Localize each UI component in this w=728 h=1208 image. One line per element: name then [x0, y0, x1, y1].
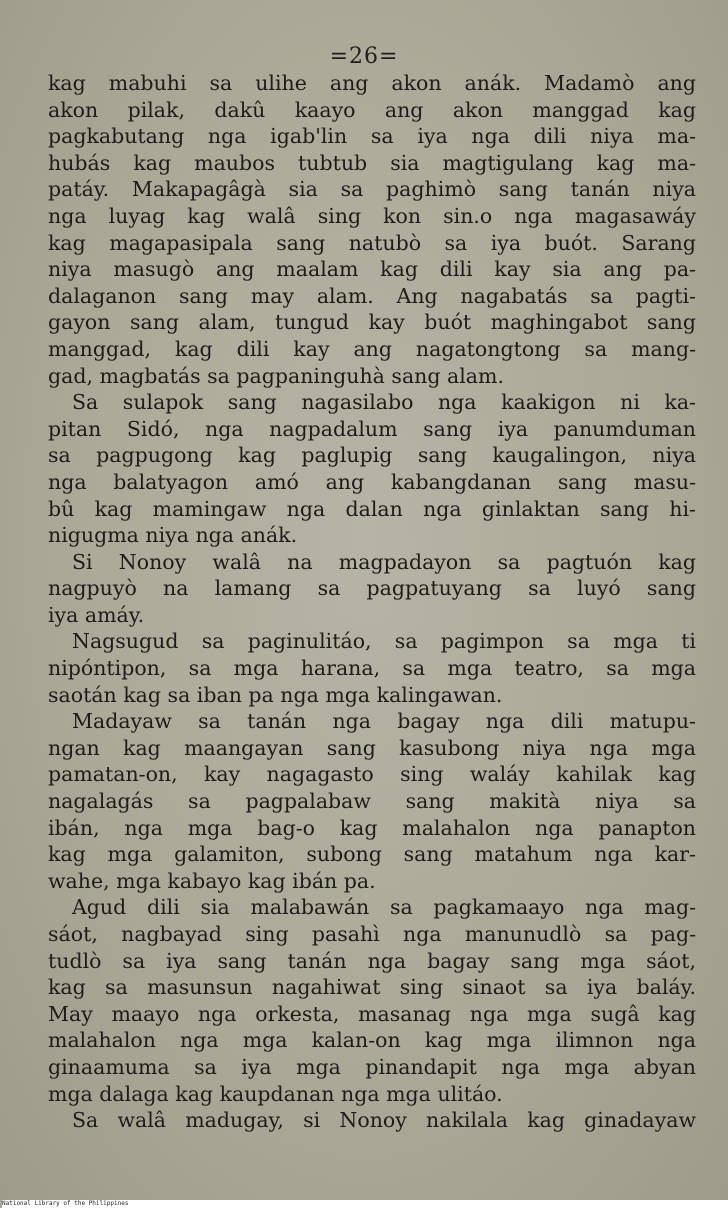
footer-credit: National Library of the Philippines — [2, 1200, 728, 1208]
text-line: kag magapasipala sang natubò sa iya buót. Sarang — [48, 230, 696, 255]
text-line: Si Nonoy walâ na magpadayon sa pagtuón kag — [72, 549, 696, 574]
text-line: patáy. Makapagâgà sia sa paghimò sang tanán niya — [48, 177, 696, 202]
text-line: nga balatyagon amó ang kabangdanan sang masu- — [48, 469, 696, 494]
text-line: manggad, kag dili kay ang nagatongtong sa mang- — [48, 336, 696, 361]
text-line: kag sa masunsun nagahiwat sing sinaot sa iya baláy. — [48, 975, 696, 1000]
text-line: nga luyag kag walâ sing kon sin.o nga magasawáy — [48, 203, 696, 228]
text-line: Sa walâ madugay, si Nonoy nakilala kag ginadayaw — [72, 1108, 696, 1133]
text-line: malahalon nga mga kalan-on kag mga ilimnon nga — [48, 1028, 696, 1053]
page-number: =26= — [329, 44, 399, 69]
text-line: nagalagás sa pagpalabaw sang makità niya sa — [48, 789, 696, 814]
text-line: gad, magbatás sa pagpaninguhà sang alam. — [48, 363, 504, 388]
text-line: pagkabutang nga igab'lin sa iya nga dili niya ma- — [48, 124, 696, 149]
text-line: kag mabuhi sa ulihe ang akon anák. Madamò ang — [48, 71, 696, 95]
text-line: sa pagpugong kag paglupig sang kaugalingon, niya — [48, 443, 696, 468]
text-line: pitan Sidó, nga nagpadalum sang iya panumduman — [48, 416, 696, 441]
text-line: niya masugò ang maalam kag dili kay sia ang pa- — [48, 257, 696, 282]
text-line: gayon sang alam, tungud kay buót maghingabot sang — [48, 310, 696, 335]
text-line: tudlò sa iya sang tanán nga bagay sang mga sáot, — [48, 948, 696, 973]
text-line: dalaganon sang may alam. Ang nagabatás sa pagti- — [48, 283, 696, 308]
text-line: Agud dili sia malabawán sa pagkamaayo nga mag- — [72, 895, 696, 920]
text-line: nipóntipon, sa mga harana, sa mga teatro, sa mga — [48, 656, 696, 681]
text-line: saotán kag sa iban pa nga mga kalingawan. — [48, 682, 503, 707]
text-line: May maayo nga orkesta, masanag nga mga sugâ kag — [48, 1001, 696, 1026]
text-line: Madayaw sa tanán nga bagay nga dili matupu- — [72, 709, 696, 734]
text-line: akon pilak, dakû kaayo ang akon manggad kag — [48, 97, 696, 122]
body-text — [48, 70, 696, 1134]
text-line: iya amáy. — [48, 602, 145, 627]
text-line: nigugma niya nga anák. — [48, 523, 298, 548]
text-line: wahe, mga kabayo kag ibán pa. — [48, 868, 376, 893]
text-line: Sa sulapok sang nagasilabo nga kaakigon ni ka- — [72, 390, 696, 415]
text-line: kag mga galamiton, subong sang matahum nga kar- — [48, 842, 696, 867]
text-line: sáot, nagbayad sing pasahì nga manunudlò sa pag- — [48, 922, 696, 946]
text-line: Nagsugud sa paginulitáo, sa pagimpon sa mga ti — [72, 629, 696, 654]
text-line: nagpuyò na lamang sa pagpatuyang sa luyó sang — [48, 576, 696, 601]
text-line: mga dalaga kag kaupdanan nga mga ulitáo. — [48, 1081, 503, 1106]
text-line: ibán, nga mga bag-o kag malahalon nga panapton — [48, 815, 696, 840]
text-line: bû kag mamingaw nga dalan nga ginlaktan sang hi- — [48, 496, 696, 521]
text-line: ngan kag maangayan sang kasubong niya nga mga — [48, 735, 696, 760]
text-line: hubás kag maubos tubtub sia magtigulang kag ma- — [48, 150, 696, 175]
text-line: ginaamuma sa iya mga pinandapit nga mga abyan — [48, 1054, 696, 1079]
text-line: pamatan-on, kay nagagasto sing waláy kahilak kag — [48, 762, 696, 787]
